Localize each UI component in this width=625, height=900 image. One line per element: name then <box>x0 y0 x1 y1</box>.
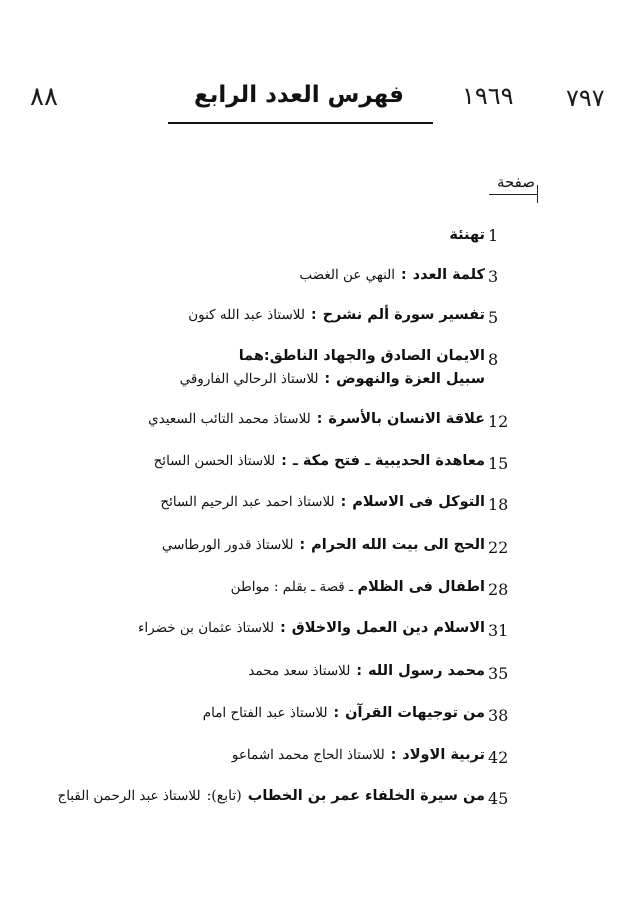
entry-line <box>154 452 485 471</box>
entry-line <box>299 266 485 285</box>
entry-title: الحج الى بيت الله الحرام <box>311 537 485 553</box>
entry-page-number: 31 <box>488 621 509 640</box>
entry-author: النهي عن الغضب <box>299 267 396 283</box>
entry-line <box>160 493 485 512</box>
entry-line <box>248 662 485 681</box>
entry-title: تفسير سورة ألم نشرح <box>322 307 485 323</box>
entry-title: علاقة الانسان بالأسرة <box>328 411 485 427</box>
entry-page-number: 28 <box>488 580 509 599</box>
entry-author: للاستاذ قدور الورطاسي <box>161 537 294 553</box>
entry-line <box>231 578 485 597</box>
entry-page-number: 35 <box>488 664 509 683</box>
entry-separator: : <box>280 620 286 636</box>
entry-title: الاسلام دين العمل والاخلاق <box>291 620 485 636</box>
handwritten-year: ١٩٦٩ <box>462 82 514 110</box>
entry-page-number: 42 <box>488 748 509 767</box>
entry-page-number: 22 <box>488 538 509 557</box>
entry-page-number: 15 <box>488 454 509 473</box>
page-column-underline <box>489 194 537 195</box>
entry-separator: : <box>390 747 397 763</box>
entry-separator: : <box>401 267 407 283</box>
entry-line <box>162 536 485 555</box>
entry-line <box>239 347 485 366</box>
page-title: فهرس العدد الرابع <box>194 82 404 108</box>
title-underline <box>168 122 433 124</box>
entry-separator: (تابع): <box>206 788 242 804</box>
entry-title-continued: سبيل العزة والنهوض <box>336 371 485 387</box>
entry-author: للاستاذ عبد الله كنون <box>188 307 305 323</box>
entry-page-number: 45 <box>488 789 509 808</box>
entry-author: للاستاذ احمد عبد الرحيم السائح <box>160 494 335 510</box>
entry-separator: : <box>316 411 323 427</box>
entry-title: محمد رسول الله <box>367 663 485 679</box>
entry-title: الايمان الصادق والجهاد الناطق:هما <box>238 348 485 364</box>
entry-separator: : <box>333 705 340 721</box>
entry-line <box>232 746 485 765</box>
entry-page-number: 1 <box>488 226 499 245</box>
entry-title: التوكل فى الاسلام <box>352 494 485 510</box>
handwritten-number-right: ٧٩٧ <box>566 84 605 112</box>
entry-author: للاستاذ الرحالي الفاروقي <box>179 371 319 387</box>
entry-page-number: 12 <box>488 412 509 431</box>
entry-title: تهنئة <box>449 227 485 243</box>
entry-author: للاستاذ الحاج محمد اشماعو <box>231 747 385 763</box>
page-column-tick <box>537 185 538 203</box>
entry-line <box>57 787 485 806</box>
entry-line <box>188 306 485 325</box>
entry-author: للاستاذ الحسن السائح <box>153 453 276 469</box>
entry-separator: : <box>356 663 362 679</box>
entry-title: كلمة العدد <box>412 267 485 283</box>
entry-author: ـ قصة ـ بقلم : مواطن <box>230 579 354 595</box>
entry-page-number: 5 <box>488 308 499 327</box>
page-column-label: صفحة <box>496 173 535 191</box>
entry-author: للاستاذ عثمان بن خضراء <box>138 620 275 636</box>
entry-author: للاستاذ سعد محمد <box>248 663 351 679</box>
entry-author: للاستاذ محمد التائب السعيدي <box>148 411 311 427</box>
entry-title: تربية الاولاد <box>402 747 485 763</box>
entry-separator: : <box>324 371 331 387</box>
entry-separator: : <box>340 494 347 510</box>
entry-line <box>203 704 485 723</box>
entry-separator: : <box>299 537 306 553</box>
entry-page-number: 18 <box>488 495 509 514</box>
entry-page-number: 3 <box>488 267 499 286</box>
handwritten-number-left: ٨٨ <box>30 82 58 112</box>
entry-page-number: 8 <box>488 350 499 369</box>
entry-separator: : <box>310 307 317 323</box>
entry-author: للاستاذ عبد الفتاح امام <box>202 705 328 721</box>
entry-line <box>180 370 485 389</box>
entry-line <box>449 226 485 245</box>
entry-author: للاستاذ عبد الرحمن القباج <box>57 788 201 804</box>
entry-line <box>138 619 485 638</box>
entry-line <box>148 410 485 429</box>
entry-page-number: 38 <box>488 706 509 725</box>
entry-title: اطفال فى الظلام <box>357 579 485 595</box>
entry-title: من سيرة الخلفاء عمر بن الخطاب <box>247 788 485 804</box>
entry-title: من توجيهات القرآن <box>345 705 485 721</box>
entry-separator: : <box>281 453 287 469</box>
entry-title: معاهدة الحديبية ـ فتح مكة ـ <box>292 453 485 469</box>
